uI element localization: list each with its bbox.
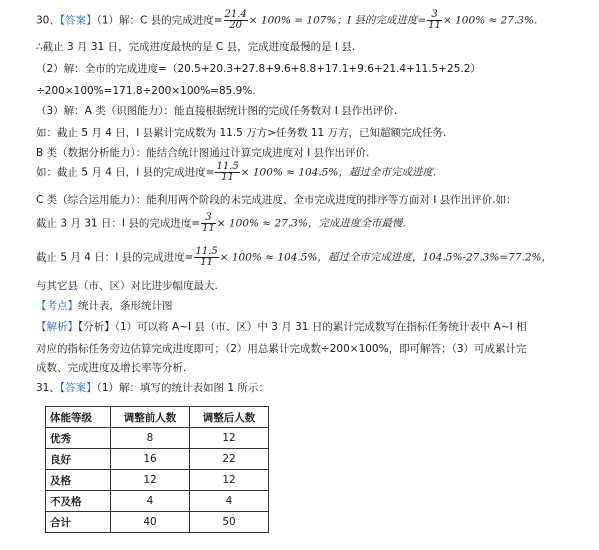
header-cell: 调整前人数 bbox=[111, 407, 190, 428]
table-row bbox=[46, 470, 269, 491]
table-cell: 8 bbox=[111, 428, 190, 449]
table-cell: 4 bbox=[111, 491, 190, 512]
header-cell: 调整后人数 bbox=[190, 407, 269, 428]
analysis-line-2: 对应的指标任务旁边估算完成进度即可；（2）用总累计完成数÷200×100%，即可解答；（3）可成累计完 bbox=[36, 343, 527, 355]
table-cell: 4 bbox=[190, 491, 269, 512]
q30-line-4: ÷200×100%=171.8÷200×100%=85.9%. bbox=[36, 85, 256, 97]
denominator: 11 bbox=[202, 223, 215, 234]
table-cell: 12 bbox=[190, 470, 269, 491]
answer-tag: 【答案】 bbox=[59, 382, 97, 394]
q30-text: 截止 5 月 4 日：I 县的完成进度= bbox=[36, 251, 194, 264]
q30-line-7: B 类（数据分析能力）：能结合统计图通过计算完成进度对 I 县作出评价. bbox=[36, 147, 370, 159]
q30-text: × 100% = 107%；I 县的完成进度= bbox=[248, 14, 427, 27]
numerator: 21.4 bbox=[224, 9, 247, 20]
q30-line-2: ∴截止 3 月 31 日，完成进度最快的是 C 县，完成进度最慢的是 I 县. bbox=[36, 41, 356, 53]
q30-line-12: 与其它县（市、区）对比进步幅度最大. bbox=[36, 280, 218, 292]
table-cell: 50 bbox=[190, 512, 269, 533]
q30-line-3: （2）解：全市的完成进度=（20.5+20.3+27.8+9.6+8.8+17.1+9.6+21.4+11.5+25.2） bbox=[36, 63, 481, 75]
denominator: 20 bbox=[229, 20, 243, 31]
q31-text: （1）解：填写的统计表如图 1 所示： bbox=[96, 382, 269, 394]
q30-text: × 100% ≈ 104.5%，超过全市完成进度，104.5%-27.3%=77.2%， bbox=[219, 251, 552, 264]
q30-text: （1）解：C 县的完成进度= bbox=[96, 14, 223, 27]
q30-line-9: C 类（综合运用能力）：能利用两个阶段的未完成进度、全市完成进度的排序等方面对 I 县作出评价.如： bbox=[36, 194, 517, 206]
table-cell: 良好 bbox=[46, 449, 111, 470]
table-cell: 40 bbox=[111, 512, 190, 533]
q30-text: 如：截止 5 月 4 日，I 县的完成进度= bbox=[36, 166, 215, 179]
table-cell: 及格 bbox=[46, 470, 111, 491]
q30-line-1 bbox=[36, 10, 537, 31]
table-row bbox=[46, 512, 269, 533]
analysis-text: （1）可以将 A~I 县（市、区）中 3 月 31 日的累计完成数写在指标任务统计表中 A~I 相 bbox=[114, 321, 527, 333]
table-row bbox=[46, 449, 269, 470]
header-cell: 体能等级 bbox=[46, 407, 111, 428]
q30-text: × 100% ≈ 27.3%. bbox=[442, 14, 538, 27]
table-cell: 合计 bbox=[46, 512, 111, 533]
key-point-line bbox=[36, 299, 173, 313]
answer-tag: 【答案】 bbox=[59, 14, 97, 27]
analysis-line-1 bbox=[36, 320, 527, 334]
table-header-row bbox=[46, 407, 269, 428]
fraction-11.5-over-11 bbox=[215, 162, 239, 183]
table-cell: 22 bbox=[190, 449, 269, 470]
q30-text: × 100% ≈ 27.3%，完成进度全市最慢. bbox=[216, 217, 406, 230]
key-point-text: 统计表，条形统计图 bbox=[78, 300, 173, 312]
q31-number: 31、 bbox=[36, 382, 60, 394]
denominator: 11 bbox=[221, 172, 234, 183]
q30-number: 30、 bbox=[36, 14, 60, 27]
q30-line-6: 如：截止 5 月 4 日，I 县累计完成数为 11.5 万方>任务数 11 万方，已知超额完成任务. bbox=[36, 127, 447, 139]
key-point-tag: 【考点】 bbox=[36, 300, 78, 312]
denominator: 11 bbox=[428, 20, 441, 31]
analysis-tag: 【解析】 bbox=[36, 321, 78, 333]
q30-line-11 bbox=[36, 247, 552, 268]
numerator: 3 bbox=[201, 213, 216, 224]
fraction-21.4-over-20 bbox=[224, 10, 248, 31]
q30-line-10 bbox=[36, 213, 406, 234]
fraction-3-over-11 bbox=[201, 213, 216, 234]
fitness-stats-table bbox=[45, 406, 269, 533]
numerator: 11.5 bbox=[216, 161, 239, 172]
analysis-line-3: 成数、完成进度及增长率等分析. bbox=[36, 362, 187, 374]
table-cell: 不及格 bbox=[46, 491, 111, 512]
table-row bbox=[46, 491, 269, 512]
q30-text: × 100% ≈ 104.5%，超过全市完成进度. bbox=[240, 166, 437, 179]
q30-text: 截止 3 月 31 日：I 县的完成进度= bbox=[36, 217, 201, 230]
table-cell: 优秀 bbox=[46, 428, 111, 449]
numerator: 11.5 bbox=[195, 246, 218, 257]
table-row bbox=[46, 428, 269, 449]
denominator: 11 bbox=[200, 257, 213, 268]
q30-line-8 bbox=[36, 162, 436, 183]
q31-line-1 bbox=[36, 381, 269, 395]
fraction-11.5-over-11 bbox=[194, 247, 218, 268]
analysis-subtag: 【分析】 bbox=[78, 321, 115, 333]
table-cell: 16 bbox=[111, 449, 190, 470]
table-cell: 12 bbox=[190, 428, 269, 449]
q30-line-5: （3）解：A 类（识图能力）：能直接根据统计图的完成任务数对 I 县作出评价. bbox=[36, 105, 398, 117]
table-cell: 12 bbox=[111, 470, 190, 491]
numerator: 3 bbox=[427, 10, 442, 21]
fraction-3-over-11 bbox=[427, 10, 442, 31]
